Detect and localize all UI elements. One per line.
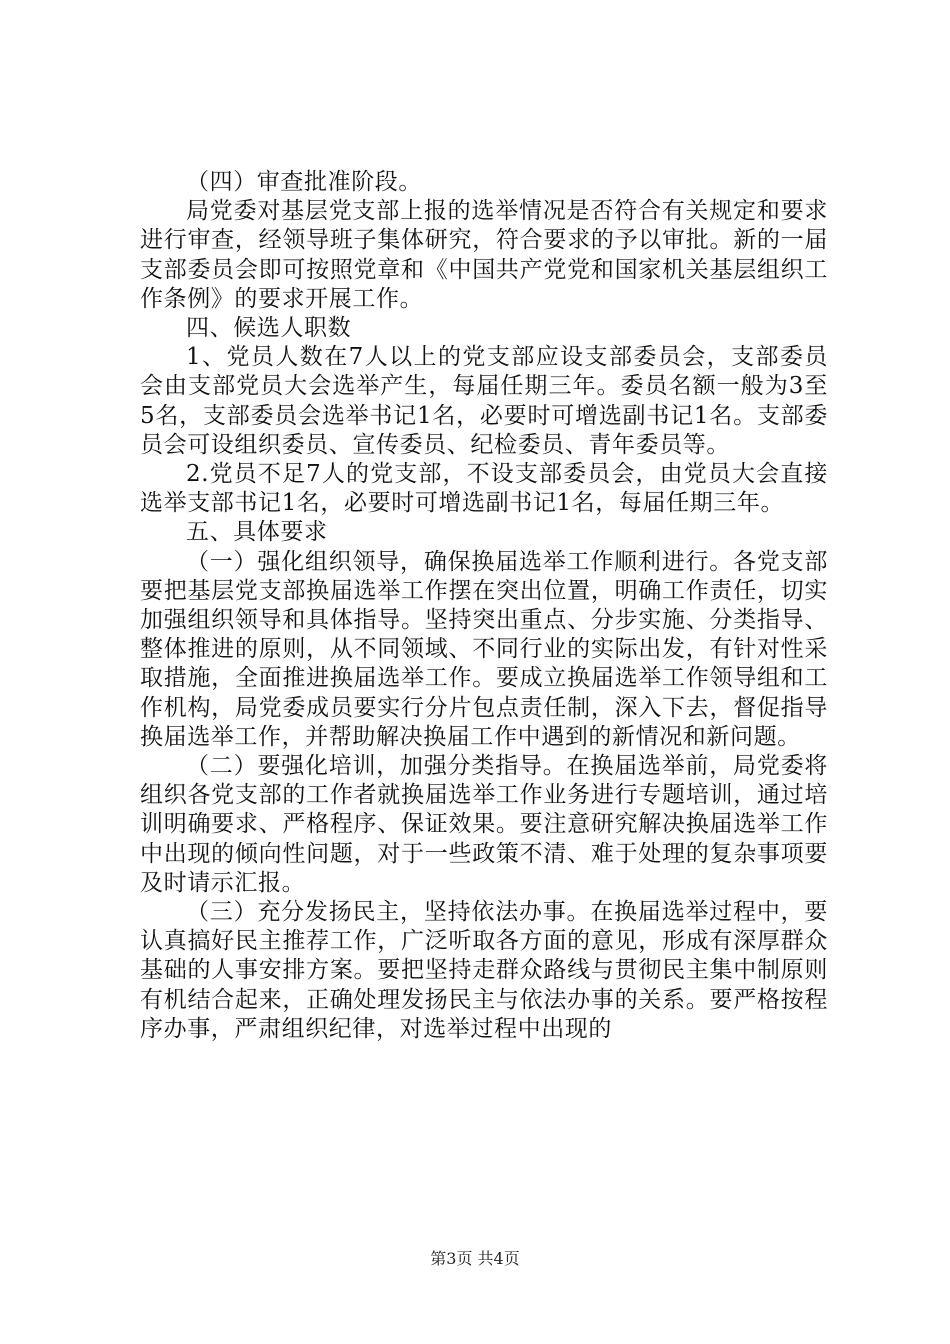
page-number-footer: 第3页 共4页 <box>430 1249 520 1268</box>
paragraph-section-4-heading: （四）审查批准阶段。 <box>186 169 422 195</box>
paragraph-requirement-3: （三）充分发扬民主，坚持依法办事。在换届选举过程中，要认真搞好民主推荐工作，广泛听取各方面的意见，形成有深厚群众基础的人事安排方案。要把坚持走群众路线与贯彻民主集中制原则有机结合起来，正确处理发扬民主与依法办事的关系。要严格按程序办事，严肃组织纪律，对选举过程中出现的 <box>140 899 828 1042</box>
paragraph-requirement-2: （二）要强化培训，加强分类指导。在换届选举前，局党委将组织各党支部的工作者就换届选举工作业务进行专题培训，通过培训明确要求、严格程序、保证效果。要注意研究解决换届选举工作中出现的倾向性问题，对于一些政策不清、难于处理的复杂事项要及时请示汇报。 <box>140 753 828 896</box>
paragraph-committee-rule-1: 1、党员人数在7人以上的党支部应设支部委员会，支部委员会由支部党员大会选举产生，每届任期三年。委员名额一般为3至5名，支部委员会选举书记1名，必要时可增选副书记1名。支部委员会可设组织委员、宣传委员、纪检委员、青年委员等。 <box>140 344 828 458</box>
paragraph-requirement-1: （一）强化组织领导，确保换届选举工作顺利进行。各党支部要把基层党支部换届选举工作摆在突出位置，明确工作责任，切实加强组织领导和具体指导。坚持突出重点、分步实施、分类指导、整体推进的原则，从不同领域、不同行业的实际出发，有针对性采取措施，全面推进换届选举工作。要成立换届选举工作领导组和工作机构，局党委成员要实行分片包点责任制，深入下去，督促指导换届选举工作，并帮助解决换届工作中遇到的新情况和新问题。 <box>140 548 828 750</box>
document-body <box>140 168 828 1044</box>
paragraph-candidate-heading: 四、候选人职数 <box>186 315 352 342</box>
paragraph-requirements-heading: 五、具体要求 <box>186 519 328 546</box>
paragraph-committee-rule-2: 2.党员不足7人的党支部，不设支部委员会，由党员大会直接选举支部书记1名，必要时可增选副书记1名，每届任期三年。 <box>140 461 828 517</box>
paragraph-approval-review: 局党委对基层党支部上报的选举情况是否符合有关规定和要求进行审查，经领导班子集体研究，符合要求的予以审批。新的一届支部委员会即可按照党章和《中国共产党党和国家机关基层组织工作条例》的要求开展工作。 <box>140 198 828 312</box>
